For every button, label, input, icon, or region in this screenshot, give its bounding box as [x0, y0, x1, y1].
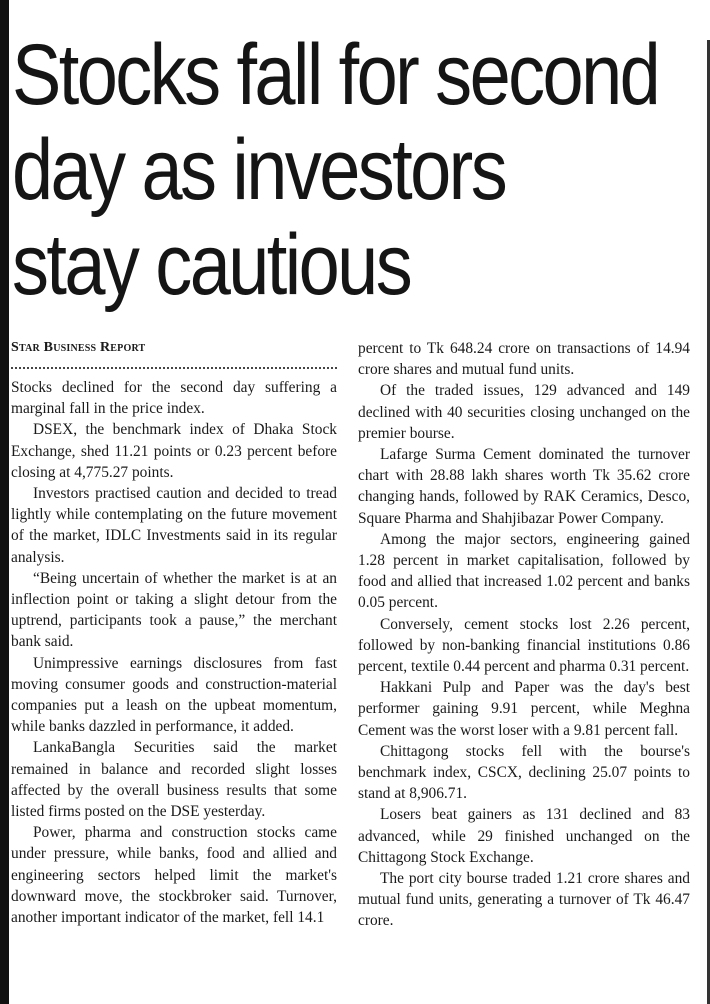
paragraph: Investors practised caution and decided to tread lightly while contemplating on the future movement of the market, IDLC Investments said in its regular analysis. — [11, 485, 337, 566]
paragraph: percent to Tk 648.24 crore on transactions of 14.94 crore shares and mutual fund units. — [358, 340, 690, 379]
paragraph: Power, pharma and construction stocks came under pressure, while banks, food and allied and engineering sectors helped limit the market's downward move, the stockbroker said. Turnover, another important indicator of the market, fell 14.1 — [11, 824, 337, 927]
page-edge-bar — [0, 0, 9, 1004]
paragraph: The port city bourse traded 1.21 crore shares and mutual fund units, generating a turnover of Tk 46.47 crore. — [358, 870, 690, 930]
paragraph: Of the traded issues, 129 advanced and 149 declined with 40 securities closing unchanged on the premier bourse. — [358, 382, 690, 442]
byline-divider — [11, 367, 337, 369]
headline — [12, 27, 659, 313]
paragraph: “Being uncertain of whether the market is at an inflection point or taking a slight detour from the uptrend, participants took a pause,” the merchant bank said. — [11, 569, 337, 651]
paragraph: Losers beat gainers as 131 declined and 83 advanced, while 29 finished unchanged on the Chittagong Stock Exchange. — [358, 806, 690, 866]
article-column-right — [358, 338, 690, 932]
paragraph: Among the major sectors, engineering gained 1.28 percent in market capitalisation, followed by food and allied that increased 1.02 percent and banks 0.05 percent. — [358, 530, 690, 612]
byline: Star Business Report — [11, 340, 146, 355]
headline-line-2: day as investors — [12, 122, 506, 218]
paragraph: Hakkani Pulp and Paper was the day's best performer gaining 9.91 percent, while Meghna Cement was the worst loser with a 9.81 percent fall. — [358, 679, 690, 739]
paragraph: Lafarge Surma Cement dominated the turnover chart with 28.88 lakh shares worth Tk 35.62 crore changing hands, followed by RAK Ceramics, Desco, Square Pharma and Shahjibazar Power Company. — [358, 446, 690, 527]
headline-line-1: Stocks fall for second — [12, 27, 659, 123]
paragraph: DSEX, the benchmark index of Dhaka Stock Exchange, shed 11.21 points or 0.23 percent before closing at 4,775.27 points. — [11, 421, 337, 481]
paragraph: Stocks declined for the second day suffering a marginal fall in the price index. — [11, 379, 337, 418]
paragraph: LankaBangla Securities said the market remained in balance and recorded slight losses affected by the overall business results that some listed firms posted on the DSE yesterday. — [11, 739, 337, 821]
paragraph: Chittagong stocks fell with the bourse's benchmark index, CSCX, declining 25.07 points to stand at 8,906.71. — [358, 742, 690, 803]
article-column-left — [11, 338, 337, 928]
paragraph: Conversely, cement stocks lost 2.26 percent, followed by non-banking financial institutions 0.86 percent, textile 0.44 percent and pharma 0.31 percent. — [358, 615, 690, 676]
headline-line-3: stay cautious — [12, 217, 411, 313]
paragraph: Unimpressive earnings disclosures from fast moving consumer goods and construction-material companies put a leash on the upbeat momentum, while banks dazzled in performance, it added. — [11, 654, 337, 736]
